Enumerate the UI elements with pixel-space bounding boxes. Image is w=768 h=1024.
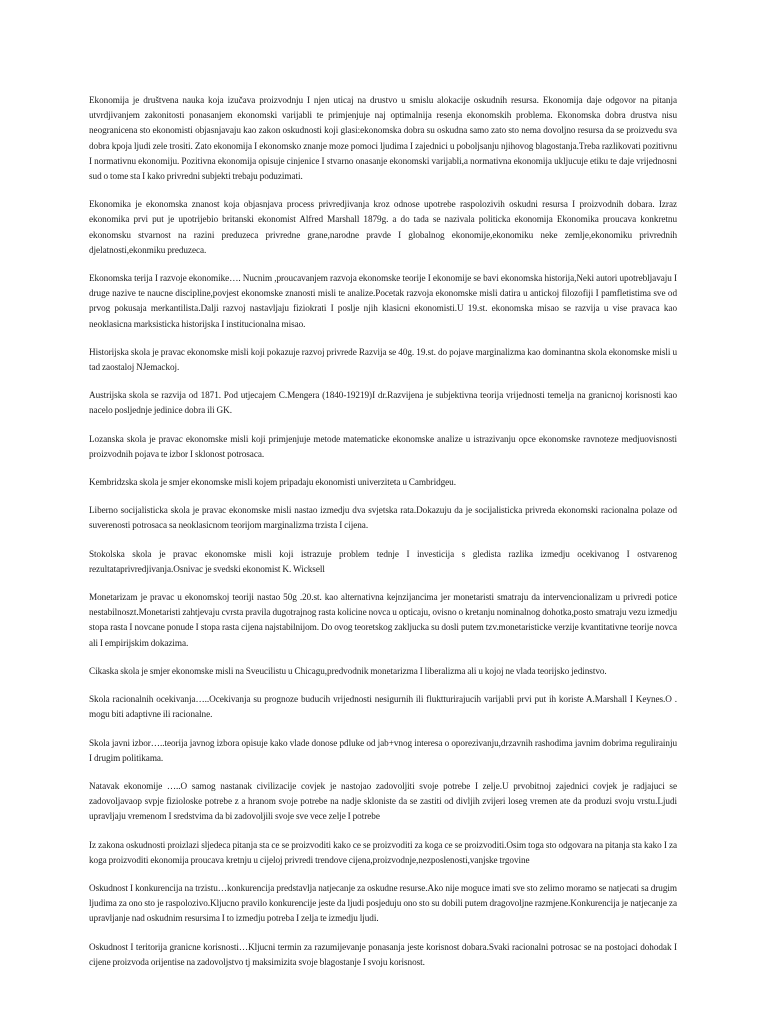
paragraph-natavak-ekonomije: Natavak ekonomije …..O samog nastanak civilizacije covjek je nastojao zadovoljiti svoje potrebe I zelje.U prvobitnoj zajednici covjek je radjajuci se zadovoljavaop svpje fizioloske potrebe z a hranom svoje potrebe na nadje skloniste da se zastiti od divljih zvijeri loseg vremen ate da produzi svoju vrstu.Ljudi upravljaju vremenom I sredstvima da bi zadovoljili svoje sve vece zelje I potrebe <box>89 780 677 822</box>
paragraph-ekonomika: Ekonomika je ekonomska znanost koja objasnjava process privredjivanja kroz odnose upotrebe raspolozivih oskudni resursa I proizvodnih dobara. Izraz ekonomika prvi put je upotrijebio britanski ekonomist Alfred Marshall 1879g. a do tada se nazivala politicka ekonomija Ekonomika proucava konkretnu ekonomsku stvarnost na razini preduzeca privredne grane,narodne pravde I globalnog ekonomije,ekonomiku neke zemlje,ekonomiku privrednih djelatnosti,ekonmiku preduzeca. <box>89 199 677 255</box>
paragraph-kembridzska-skola: Kembridzska skola je smjer ekonomske misli kojem pripadaju ekonomisti univerziteta u Cambridgeu. <box>89 477 456 488</box>
paragraph-skola-racionalnih-ocekivanja: Skola racionalnih ocekivanja…..Ocekivanja su prognoze buducih vrijednosti nesigurnih ili fluktturirajucih varijabli prvi put ih koriste A.Marshall I Keynes.O . mogu biti adaptivne ili racionalne. <box>89 694 677 720</box>
paragraph-granicna-korisnost: Oskudnost I teritorija granicne korisnosti…Kljucni termin za razumijevanje ponasanja jeste korisnost dobara.Svaki racionalni potrosac se na postojaci dohodak I cijene proizvoda orijentise na zadovoljstvo tj maksimizita svoje blagostanje I svoju korisnost. <box>89 941 677 967</box>
paragraph-monetarizam: Monetarizam je pravac u ekonomskoj teoriji nastao 50g .20.st. kao alternativna kejnzijancima jer monetaristi smatraju da intervencionalizam u privredi potice nestabilnoszt.Monetaristi zahtjevaju cvrsta pravila dugotrajnog rasta kolicine novca u opticaju, ovisno o kretanju nominalnog dohotka,posto smatraju vezu izmedju stopa rasta I novcane ponude I stopa rasta cijena najstabilnijom. Do ovog teoretskog zakljucka su dosli putem tzv.monetaristicke verzije kvantitativne teorije novca ali I empirijskim dokazima. <box>89 592 677 648</box>
paragraph-cikaska-skola: Cikaska skola je smjer ekonomske misli na Sveucilistu u Chicagu,predvodnik monetarizma I liberalizma ali u kojoj ne vlada teorijsko jedinstvo. <box>89 665 607 676</box>
document-body <box>89 93 677 983</box>
paragraph-oskudnost-konkurencija: Oskudnost I konkurencija na trzistu…konkurencija predstavlja natjecanje za oskudne resursе.Ako nije moguce imati sve sto zelimo moramo se natjecati sa drugim ljudima za ono sto je raspolozivo.Kljucno pravilo konkurencije jeste da ljudi posjeduju ono sto su dobili putem dragovoljne razmjene.Konkurencija je natjecanje za upravljanje nad oskudnim resursima I to izmedju potreba I zelja te izmedju ljudi. <box>89 882 677 924</box>
paragraph-ekonomska-teorija: Ekonomska terija I razvoje ekonomike…. Nucnim ,proucavanjem razvoja ekonomske teorije I ekonomije se bavi ekonomska historija,Neki autori upotrebljavaju I druge nazive te naucne discipline,povjest ekonomske znanosti misli te analize.Pocetak razvoja ekonomske misli datira u antickoj filozofiji I pamfletistima sve od prvog pokusaja merkantilista.Dalji razvoj nastavljaju fiziokrati I poslje njih klasicni ekonomisti.U 19.st. ekonomska misao se razvija u vise pravaca kao neoklasicna marksisticka historijska I institucionalna misao. <box>89 273 677 329</box>
paragraph-ekonomija: Ekonomija je društvena nauka koja izučava proizvodnju I njen uticaj na drustvo u smislu alokacije oskudnih resursa. Ekonomija daje odgovor na pitanja utvrdjivanjem zakonitosti ponasanjem ekonomski varijabli te primjenjuje naj optimalnija resenja ekonomskih problema. Ekonomska dobra drustva nisu neogranicena sto ekonomisti objasnjavaju kao zakon oskudnosti koji glasi:ekonomska dobra su oskudna samo zato sto nema dovoljno resursa da se proizvedu sva dobra kpoja ljudi zele trositi. Zato ekonomija I ekonomsko znanje moze pomoci ljudima I zajednici u poboljsanju njihovog blagostanja.Treba razlikovati pozitivnu I normativnu ekonomiju. Pozitivna ekonomija opisuje cinjenice I stvarno onasanje ekonomski varijabli,a normativna ekonomija ukljucuje etiku te daje vrijednosni sud o tome sta I kako privredni subjekti trebaju poduzimati. <box>89 95 677 182</box>
paragraph-historijska-skola: Historijska skola je pravac ekonomske misli koji pokazuje razvoj privrede Razvija se 40g. 19.st. do pojave marginalizma kao dominantna skola ekonomske misli u tad zaostaloj NJemackoj. <box>89 346 677 373</box>
paragraph-skola-javni-izbor: Skola javni izbor…..teorija javnog izbora opisuje kako vlade donose pdluke od jab+vnog interesa o oporezivanju,drzavnih rashodima javnim dobrima regulirainju I drugim politikama. <box>89 737 677 763</box>
paragraph-stokolska-skola: Stokolska skola je pravac ekonomske misli koji istrazuje problem tednje I investicija s gledista razlika izmedju ocekivanog I ostvarenog rezultataprivredjivanja.Osnivac je svedski ekonomist K. Wicksell <box>89 548 677 574</box>
paragraph-zakon-oskudnosti: Iz zakona oskudnosti proizlazi sljedeca pitanja sta ce se proizvoditi kako ce se proizvoditi za koga ce se proizvoditi.Osim toga sto odgovara na pitanja sta kako I za koga proizvoditi ekonomija proucava kretnju u cijeloj privredi trendove cijena,proizvodnje,nezposlenosti,vanjske trgovine <box>89 839 677 865</box>
paragraph-austrijska-skola: Austrijska skola se razvija od 1871. Pod utjecajem C.Mengera (1840-19219)I dr.Razvijena je subjektivna teorija vrijednosti temelja na granicnoj korisnosti kao nacelo posljednje jedinice dobra ili GK. <box>89 390 677 416</box>
paragraph-lozanska-skola: Lozanska skola je pravac ekonomske misli koji primjenjuje metode matematicke ekonomske analize u istrazivanju opce ekonomske ravnoteze medjuovisnosti proizvodnih pojava te izbor I sklonost potrosaca. <box>89 433 677 459</box>
paragraph-liberno-socijalisticka-skola: Liberno socijalisticka skola je pravac ekonomske misli nastao izmedju dva svjetska rata.Dokazuju da je socijalisticka privreda ekonomski racionalna polaze od suverenosti potrosaca sa neoklasicnom teorijom marginalizma trzista I cijena. <box>89 505 677 531</box>
